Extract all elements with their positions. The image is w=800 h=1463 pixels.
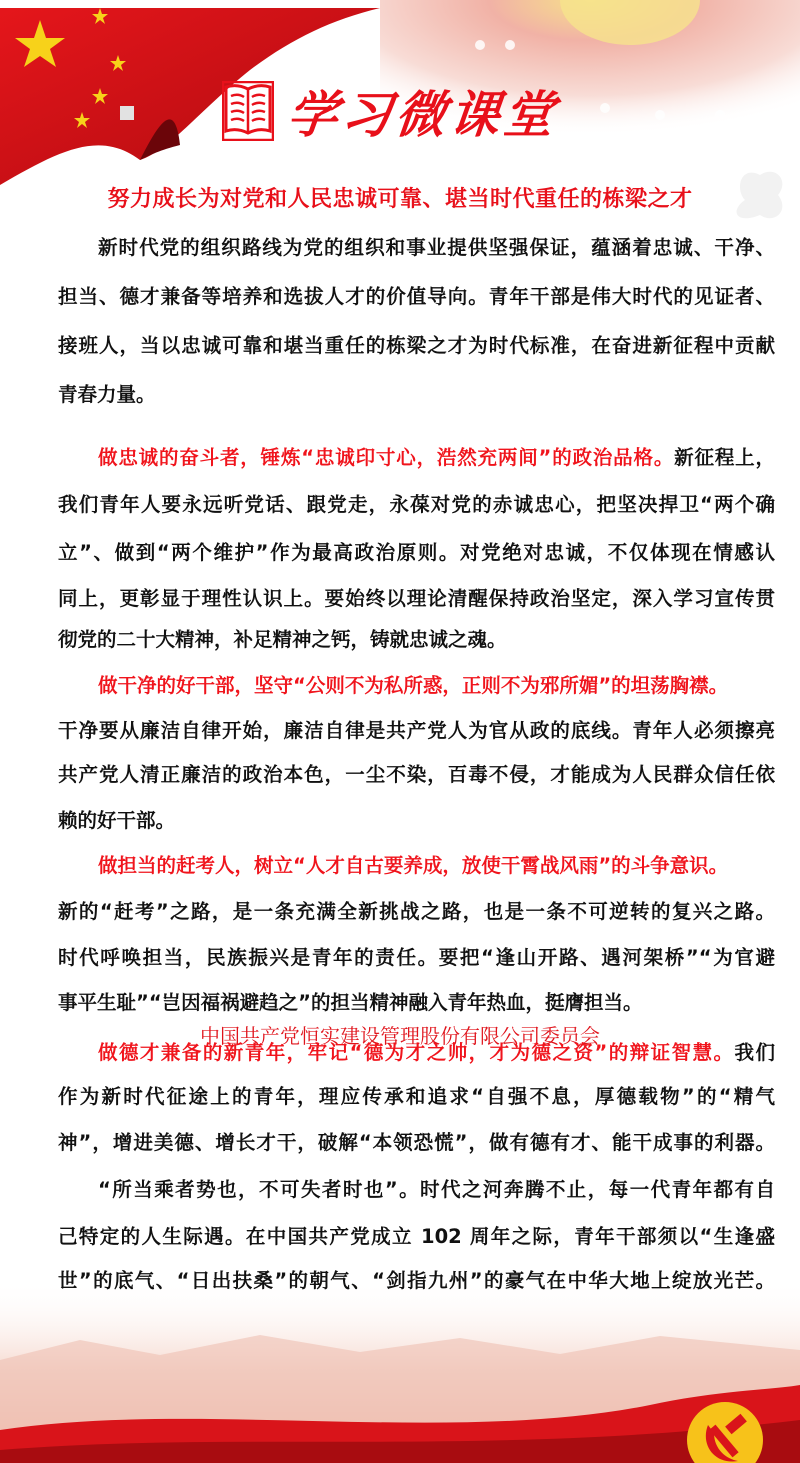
body-text: 赖的好干部。 (58, 809, 176, 832)
article-line (58, 382, 775, 408)
footer-organization: 中国共产党恒实建设管理股份有限公司委员会 (200, 1024, 600, 1048)
body-text: 共产党人清正廉洁的政治本色，一尘不染，百毒不侵，才能成为人民群众信任依 (58, 763, 775, 786)
article-line (58, 540, 775, 566)
article-line (58, 1268, 775, 1294)
body-text: 时代呼唤担当，民族振兴是青年的责任。要把“逢山开路、遇河架桥”“为官避 (58, 946, 775, 969)
article-line (58, 718, 775, 744)
article-line (58, 1130, 775, 1156)
open-book-icon (222, 81, 274, 141)
article-line (58, 1040, 775, 1066)
article-line (58, 492, 775, 518)
body-text: 神”，增进美德、增长才干，破解“本领恐慌”，做有德有才、能干成事的利器。 (58, 1131, 775, 1154)
article-line (58, 853, 775, 879)
body-text: 世”的底气、“日出扶桑”的朝气、“剑指九州”的豪气在中华大地上绽放光芒。 (58, 1269, 775, 1292)
highlight-text: 做干净的好干部，坚守“公则不为私所惑，正则不为邪所媚”的坦荡胸襟。 (98, 674, 729, 697)
article-line (58, 235, 775, 261)
highlight-text: 做忠诚的奋斗者，锤炼“忠诚印寸心，浩然充两间”的政治品格。 (98, 446, 675, 469)
body-text: 干净要从廉洁自律开始，廉洁自律是共产党人为官从政的底线。青年人必须擦亮 (58, 719, 775, 742)
article-line (58, 673, 775, 699)
body-text: 事平生耻”“岂因福祸避趋之”的担当精神融入青年热血，挺膺担当。 (58, 991, 643, 1014)
article-line (58, 1224, 775, 1250)
headline: 努力成长为对党和人民忠诚可靠、堪当时代重任的栋梁之才 (107, 187, 693, 212)
gray-square-decoration (120, 106, 134, 120)
logo-title: 学习微课堂 (284, 85, 561, 144)
body-text: 青春力量。 (58, 383, 156, 406)
article-line (58, 1084, 775, 1110)
article-line (58, 586, 775, 612)
body-text: 新时代党的组织路线为党的组织和事业提供坚强保证，蕴涵着忠诚、干净、 (98, 236, 775, 259)
highlight-text: 做德才兼备的新青年，牢记“德为才之帅，才为德之资”的辩证智慧。 (98, 1041, 735, 1064)
body-text: 担当、德才兼备等培养和选拔人才的价值导向。青年干部是伟大时代的见证者、 (58, 285, 775, 308)
article-line (58, 284, 775, 310)
footer-background (0, 1280, 800, 1463)
body-text: 己特定的人生际遇。在中国共产党成立 102 周年之际，青年干部须以“生逢盛 (58, 1225, 775, 1248)
article-line (58, 945, 775, 971)
article-line (58, 1177, 775, 1203)
article-line (58, 333, 775, 359)
body-text: 同上，更彰显于理性认识上。要始终以理论清醒保持政治坚定，深入学习宣传贯 (58, 587, 775, 610)
body-text: 作为新时代征途上的青年，理应传承和追求“自强不息，厚德载物”的“精气 (58, 1085, 775, 1108)
article-line (58, 762, 775, 788)
body-text: 立”、做到“两个维护”作为最高政治原则。对党绝对忠诚，不仅体现在情感认 (58, 541, 775, 564)
header-logo (222, 75, 561, 147)
body-text: 彻党的二十大精神，补足精神之钙，铸就忠诚之魂。 (58, 628, 507, 651)
body-text: 新的“赶考”之路，是一条充满全新挑战之路，也是一条不可逆转的复兴之路。 (58, 900, 775, 923)
article-line (58, 808, 775, 834)
article-line (58, 627, 775, 653)
highlight-text: 做担当的赶考人，树立“人才自古要养成，放使干霄战风雨”的斗争意识。 (98, 854, 729, 877)
body-text: “所当乘者势也，不可失者时也”。时代之河奔腾不止，每一代青年都有自 (98, 1178, 775, 1201)
article-line (58, 990, 775, 1016)
body-text: 接班人，当以忠诚可靠和堪当重任的栋梁之才为时代标准，在奋进新征程中贡献 (58, 334, 775, 357)
article-line (58, 445, 775, 471)
body-text: 新征程上， (674, 446, 775, 469)
body-text: 我们青年人要永远听党话、跟党走，永葆对党的赤诚忠心，把坚决捍卫“两个确 (58, 493, 775, 516)
body-text: 我们 (734, 1041, 775, 1064)
article-line (58, 899, 775, 925)
